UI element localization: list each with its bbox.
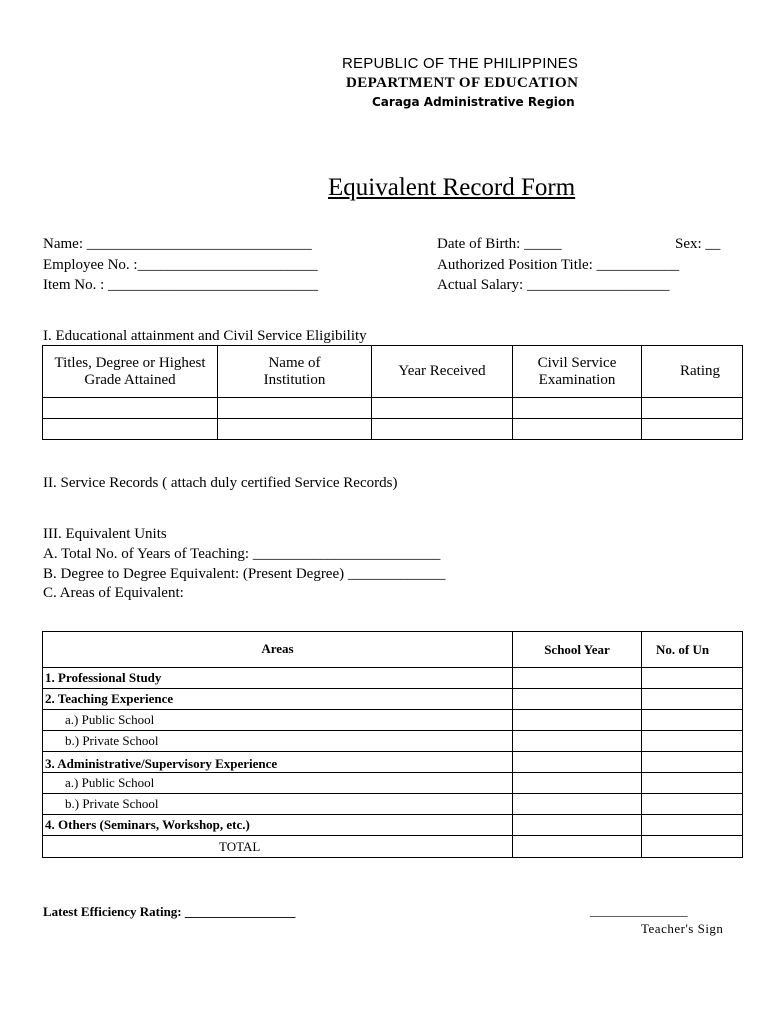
area-row: 4. Others (Seminars, Workshop, etc.) [43,815,743,836]
efficiency-rating: Latest Efficiency Rating: _________________ [43,904,296,919]
areas-header-row [43,632,743,668]
areas-of-equivalent: C. Areas of Equivalent: [43,585,184,601]
area-row: a.) Public School [43,773,743,794]
item-no-field: Item No. : ____________________________ [43,277,318,293]
total-row: TOTAL [43,836,743,858]
area-row: b.) Private School [43,794,743,815]
section2-title: II. Service Records ( attach duly certified Service Records) [43,475,398,491]
education-row [43,419,743,440]
areas-table [42,631,743,858]
header-areas: Areas [43,632,513,668]
area-row: 2. Teaching Experience [43,689,743,710]
education-header-row [43,346,743,398]
header-school-year: School Year [513,632,642,668]
header-institution: Name of Institution [218,346,372,398]
section3-title: III. Equivalent Units [43,526,167,542]
header-civil-service: Civil Service Examination [513,346,642,398]
section1-title: I. Educational attainment and Civil Service Eligibility [43,328,367,344]
education-row [43,398,743,419]
employee-no-field: Employee No. :________________________ [43,257,318,273]
salary-field: Actual Salary: ___________________ [437,277,670,293]
name-field: Name: ______________________________ [43,236,312,252]
signature-line: _______________ [590,903,688,918]
degree-equivalent: B. Degree to Degree Equivalent: (Present Degree) _____________ [43,566,446,582]
area-row: b.) Private School [43,731,743,752]
header-year-received: Year Received [372,346,513,398]
position-field: Authorized Position Title: ___________ [437,257,680,273]
area-row: a.) Public School [43,710,743,731]
header-titles-degree: Titles, Degree or Highest Grade Attained [43,346,218,398]
header-no-of-units: No. of Un [642,632,743,668]
department-header: DEPARTMENT OF EDUCATION [346,75,579,91]
education-table [42,345,743,440]
region-header: Caraga Administrative Region [372,95,575,109]
area-row: 1. Professional Study [43,668,743,689]
teacher-signature-label: Teacher's Sign [641,921,724,936]
sex-field: Sex: __ [675,236,721,252]
dob-field: Date of Birth: _____ [437,236,562,252]
header-rating: Rating [642,346,743,398]
republic-header: REPUBLIC OF THE PHILIPPINES [342,55,579,72]
total-years-teaching: A. Total No. of Years of Teaching: _________________________ [43,546,441,562]
area-row: 3. Administrative/Supervisory Experience [43,752,743,773]
form-title: Equivalent Record Form [328,174,576,201]
